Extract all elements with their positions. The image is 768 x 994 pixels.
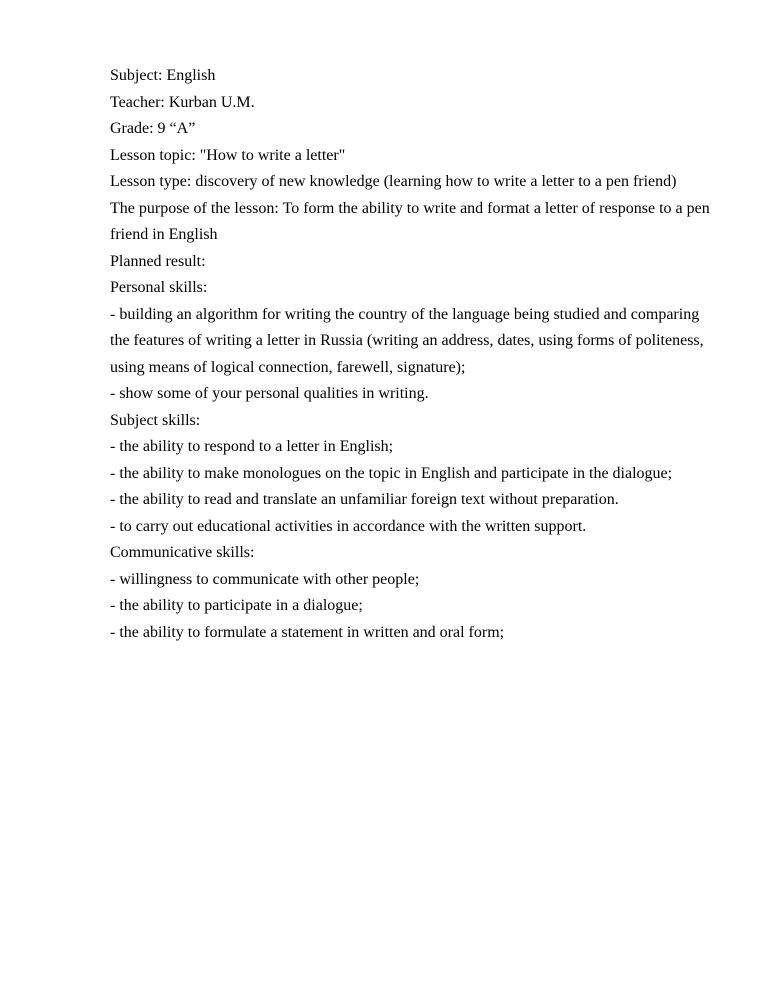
grade-line: Grade: 9 “A” [110, 120, 196, 137]
subject-skill-item: - the ability to respond to a letter in English; [110, 438, 394, 455]
subject-skill-item: - to carry out educational activities in accordance with the written support. [110, 517, 587, 535]
subject-skill-item: - the ability to make monologues on the topic in English and participate in the dialogue; [110, 464, 673, 482]
subject-line: Subject: English [110, 67, 216, 84]
lesson-type-line: Lesson type: discovery of new knowledge (learning how to write a letter to a pen friend) [110, 173, 677, 190]
personal-skill-item: - show some of your personal qualities in writing. [110, 385, 429, 402]
communicative-skill-item: - the ability to formulate a statement in written and oral form; [110, 623, 505, 641]
subject-skills-heading: Subject skills: [110, 411, 201, 429]
communicative-skill-item: - willingness to communicate with other people; [110, 570, 420, 588]
subject-skill-item: - the ability to read and translate an unfamiliar foreign text without preparation. [110, 491, 619, 508]
planned-result-heading: Planned result: [110, 252, 206, 270]
personal-skills-heading: Personal skills: [110, 279, 208, 296]
personal-skill-item: - building an algorithm for writing the country of the language being studied and comparing the features of writing a letter in Russia (writing an address, dates, using forms of politeness, using means of logical connection, farewell, signature); [110, 305, 704, 376]
communicative-skill-item: - the ability to participate in a dialogue; [110, 597, 363, 614]
lesson-purpose-line: The purpose of the lesson: To form the ability to write and format a letter of response to a pen friend in English [110, 199, 710, 243]
lesson-topic-line: Lesson topic: "How to write a letter" [110, 146, 346, 164]
communicative-skills-heading: Communicative skills: [110, 544, 255, 561]
teacher-line: Teacher: Kurban U.M. [110, 93, 255, 111]
document-body [110, 63, 710, 646]
